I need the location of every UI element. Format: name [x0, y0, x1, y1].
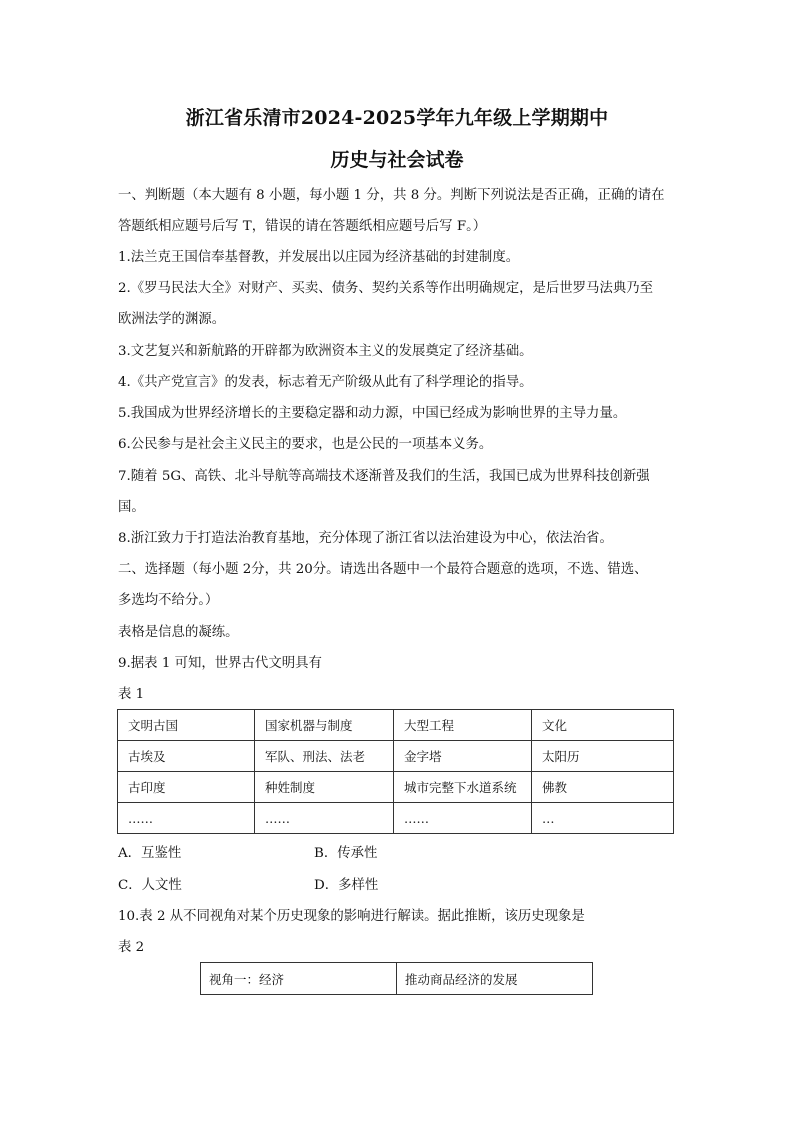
table-cell: 推动商品经济的发展: [397, 963, 593, 995]
question-6: 6.公民参与是社会主义民主的要求，也是公民的一项基本义务。: [118, 437, 493, 452]
table-cell: 国家机器与制度: [255, 710, 394, 741]
table-cell: …: [532, 803, 674, 834]
table-row: [118, 710, 674, 741]
table-cell: 城市完整下水道系统: [394, 772, 532, 803]
table-1: [117, 709, 674, 834]
table-cell: 军队、刑法、法老: [255, 741, 394, 772]
table-row: [201, 963, 593, 995]
table-cell: 佛教: [532, 772, 674, 803]
table-row: [118, 772, 674, 803]
table-cell: ……: [255, 803, 394, 834]
table-cell: 大型工程: [394, 710, 532, 741]
table-row: [118, 741, 674, 772]
question-7-cont: 国。: [118, 500, 145, 515]
table-cell: 种姓制度: [255, 772, 394, 803]
table-cell: ……: [394, 803, 532, 834]
question-1: 1.法兰克王国信奉基督教，并发展出以庄园为经济基础的封建制度。: [118, 250, 520, 265]
option-d: D．多样性: [314, 878, 379, 893]
question-4: 4.《共产党宣言》的发表，标志着无产阶级从此有了科学理论的指导。: [118, 375, 533, 390]
option-c: C．人文性: [118, 878, 182, 893]
option-b: B．传承性: [314, 846, 378, 861]
exam-subtitle: 历史与社会试卷: [330, 149, 464, 171]
table-2: [200, 962, 593, 995]
exam-title: 浙江省乐清市2024-2025学年九年级上学期期中: [185, 107, 609, 129]
table-cell: 金字塔: [394, 741, 532, 772]
question-8: 8.浙江致力于打造法治教育基地，充分体现了浙江省以法治建设为中心，依法治省。: [118, 531, 613, 546]
question-5: 5.我国成为世界经济增长的主要稳定器和动力源，中国已经成为影响世界的主导力量。: [118, 406, 627, 421]
table-cell: 文明古国: [118, 710, 255, 741]
table-cell: ……: [118, 803, 255, 834]
question-2: 2.《罗马民法大全》对财产、买卖、债务、契约关系等作出明确规定，是后世罗马法典乃至: [118, 281, 654, 296]
question-10-stem: 10.表 2 从不同视角对某个历史现象的影响进行解读。据此推断，该历史现象是: [118, 909, 585, 924]
question-2-cont: 欧洲法学的渊源。: [118, 312, 226, 327]
question-7: 7.随着 5G、高铁、北斗导航等高端技术逐渐普及我们的生活，我国已成为世界科技创新强: [118, 469, 650, 484]
table-cell: 古埃及: [118, 741, 255, 772]
table-cell: 文化: [532, 710, 674, 741]
section1-heading-cont: 答题纸相应题号后写 T，错误的请在答题纸相应题号后写 F。）: [118, 219, 487, 234]
table-2-caption: 表 2: [118, 940, 145, 955]
table-1-caption: 表 1: [118, 687, 145, 702]
table-cell: 太阳历: [532, 741, 674, 772]
table-cell: 视角一：经济: [201, 963, 397, 995]
question-3: 3.文艺复兴和新航路的开辟都为欧洲资本主义的发展奠定了经济基础。: [118, 344, 533, 359]
section2-heading: 二、选择题（每小题 2分，共 20分。请选出各题中一个最符合题意的选项，不选、错选、: [118, 562, 648, 577]
section2-heading-cont: 多选均不给分。）: [118, 593, 219, 608]
section2-intro: 表格是信息的凝练。: [118, 625, 239, 640]
table-cell: 古印度: [118, 772, 255, 803]
option-a: A．互鉴性: [118, 846, 182, 861]
table-row: [118, 803, 674, 834]
question-9-stem: 9.据表 1 可知，世界古代文明具有: [118, 656, 322, 671]
section1-heading: 一、判断题（本大题有 8 小题，每小题 1 分，共 8 分。判断下列说法是否正确，正确的请在: [118, 188, 665, 203]
